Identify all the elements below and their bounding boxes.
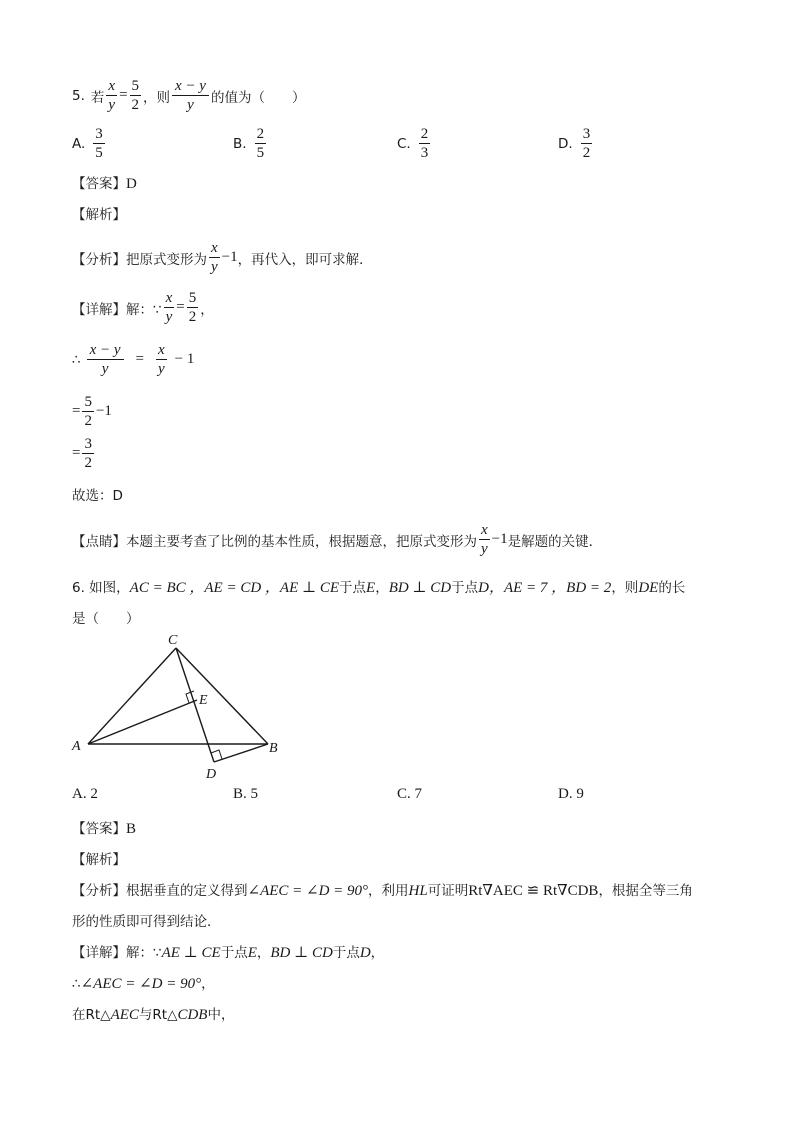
q6-answer: 【答案】B — [72, 821, 137, 837]
q5-step1: ∴ $\frac{x - y}{y}$ = $\frac{x}{y}$ − 1 — [72, 342, 195, 377]
q6-stem-line1: 6. 如图，AC = BC ，AE = CD ，AE ⊥ CE于点E，BD ⊥ CD于点D，AE = 7 ，BD = 2，则DE的长 — [72, 580, 686, 596]
q5-step3: = $\frac{3}{2}$ — [72, 436, 92, 471]
q5-then: ，则 — [143, 89, 171, 106]
label-c: C — [168, 633, 178, 648]
q5-given-rhs: $\frac{5}{2}$ — [131, 78, 140, 113]
segment-ae — [88, 700, 197, 744]
q5-fenxi: 【分析】 把原式变形为 $\frac{x}{y}$ −1 ，再代入，即可求解． — [72, 240, 373, 275]
q5-value-is: 的值为（ ） — [210, 89, 306, 106]
q5-eq: = — [119, 87, 128, 103]
q6-triangle-figure — [60, 628, 300, 784]
label-d: D — [206, 767, 217, 782]
q6-fenxi-line1: 【分析】根据垂直的定义得到∠AEC = ∠D = 90°，利用HL可证明Rt∇AEC ≌ Rt∇CDB，根据全等三角 — [72, 883, 693, 899]
q5-if: 若 — [90, 89, 105, 106]
label-e: E — [199, 693, 208, 708]
q5-dianjing: 【点睛】 本题主要考查了比例的基本性质，根据题意，把原式变形为 $\frac{x}{y}$ −1 是解题的关键． — [72, 522, 603, 557]
q5-expression: $\frac{x - y}{y}$ — [172, 78, 209, 113]
q5-step2: = $\frac{5}{2}$ −1 — [72, 394, 112, 429]
segment-cb — [176, 648, 268, 744]
label-b: B — [269, 741, 278, 756]
q5-option-d[interactable]: D. $\frac{3}{2}$ — [558, 126, 591, 161]
q5-option-c[interactable]: C. $\frac{2}{3}$ — [397, 126, 429, 161]
q6-fenxi-line2: 形的性质即可得到结论． — [72, 914, 221, 930]
q5-option-a[interactable]: A. $\frac{3}{5}$ — [72, 126, 103, 161]
q6-stem-line2: 是（ ） — [72, 611, 140, 627]
q5-analysis-tag: 【解析】 — [72, 207, 126, 223]
q6-option-a[interactable]: A. 2 — [72, 786, 98, 802]
q6-analysis-tag: 【解析】 — [72, 852, 126, 868]
q6-xiangjie-line3: 在Rt△AEC与Rt△CDB中， — [72, 1007, 235, 1023]
q5-number: 5. — [72, 87, 85, 104]
q5-choose: 故选：D — [72, 488, 123, 504]
q6-xiangjie-line2: ∴∠AEC = ∠D = 90°， — [72, 976, 215, 992]
q6-option-c[interactable]: C. 7 — [397, 786, 423, 802]
q5-answer: 【答案】D — [72, 176, 137, 192]
segment-bd — [214, 744, 268, 762]
q6-option-d[interactable]: D. 9 — [558, 786, 584, 802]
label-a: A — [72, 739, 81, 754]
q5-stem — [72, 78, 305, 113]
q5-xiangjie: 【详解】 解：∵ $\frac{x}{y}$ = $\frac{5}{2}$ ， — [72, 290, 214, 325]
segment-ac — [88, 648, 176, 744]
q6-option-b[interactable]: B. 5 — [233, 786, 259, 802]
q5-given-lhs: $\frac{x}{y}$ — [108, 78, 116, 113]
q6-xiangjie-line1: 【详解】解：∵AE ⊥ CE于点E，BD ⊥ CD于点D， — [72, 945, 385, 961]
q5-option-b[interactable]: B. $\frac{2}{5}$ — [233, 126, 265, 161]
segment-cd — [176, 648, 214, 762]
